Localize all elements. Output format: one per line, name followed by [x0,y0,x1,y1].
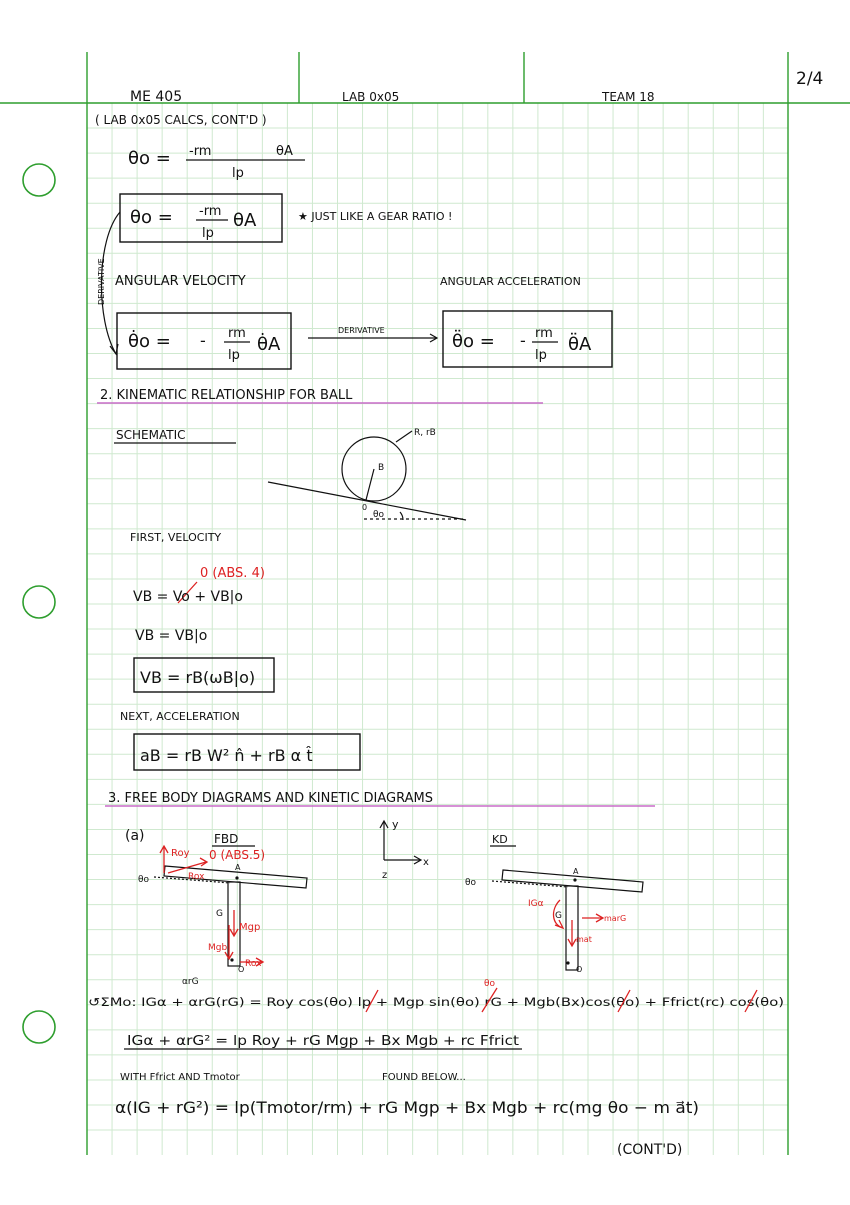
ball-center-label: B [378,463,385,473]
fbd-label: FBD [214,832,239,846]
header-course: ME 405 [130,89,183,105]
eq2-num: -rm [199,204,222,219]
with-note: WITH Ffrict AND Tmotor [120,1072,240,1083]
gear-ratio-note: ★ JUST LIKE A GEAR RATIO ! [298,210,453,223]
kd-label: KD [492,833,508,846]
angular-acceleration-label: ANGULAR ACCELERATION [440,275,581,288]
eq4-var: θ̈A [568,334,592,355]
kd-o: O [576,965,583,974]
kd-mat: mat [576,935,592,944]
eq1-var: θA [276,144,293,159]
header-lab: LAB 0x05 [342,90,400,104]
fbd-abs-note-5: 0 (ABS.5) [209,848,266,862]
page-number: 2/4 [796,69,824,89]
next-acceleration-label: NEXT, ACCELERATION [120,710,240,723]
continued-note: (CONT'D) [617,1142,683,1158]
velocity-eq-3: VB = rB(ωB|o) [140,668,256,687]
fbd-G: G [216,909,223,919]
axis-x-label: x [423,857,429,868]
velocity-eq-2: VB = VB|o [135,628,208,644]
axis-y-label: y [392,818,399,831]
eq3-var: θ̇A [257,334,281,355]
kd-A: A [573,867,579,876]
eq4-sign: - [520,331,526,350]
fbd-o: O [238,965,245,974]
fbd-theta: θo [138,875,150,885]
fbd-drawing [154,866,307,966]
schematic-label: SCHEMATIC [116,428,186,442]
found-below-note: FOUND BELOW... [382,1072,466,1083]
binder-hole [23,586,55,618]
kd-theta: θo [465,878,477,888]
fbd-mgb: Mgb [208,943,228,953]
moment-equation-2: IGα + αrG² = lp Roy + rG Mgp + Bx Mgb + rc Ffrict [127,1034,519,1049]
argn-label: αrG [182,977,199,987]
fbd-rox-top: Rox [188,872,205,882]
fbd-A: A [235,863,241,872]
moment-equation: ↺ΣMo: IGα + αrG(rG) = Roy cos(θo) lp + Mgp sin(θo) rG + Mgb(Bx)cos(θo) + Ffrict(rc) cos(θo) [88,995,784,1009]
kd-marg: marG [604,914,627,923]
ball-radius-label: R, rB [414,428,436,438]
intro-line: ( LAB 0x05 CALCS, CONT'D ) [95,113,267,127]
eq1-lhs: θo = [128,148,171,169]
eq3-num: rm [228,326,246,341]
fbd-mgp: Mgp [239,922,261,933]
binder-hole [23,1011,55,1043]
eq2-den: lp [202,226,214,241]
kd-G: G [555,911,562,921]
accel-eq: aB = rB W² n̂ + rB α t̂ [140,746,313,765]
derivative-arrow-label: DERIVATIVE [338,326,385,335]
header-team: TEAM 18 [602,90,655,104]
part-a-label: (a) [125,828,145,844]
eq3-lhs: θ̇o = [128,331,171,352]
eq1-num: -rm [189,144,212,159]
coordinate-axes [380,821,421,864]
section-2-heading: 2. KINEMATIC RELATIONSHIP FOR BALL [100,388,353,403]
binder-hole [23,164,55,196]
kd-ig-alpha: IGα [528,899,544,909]
contact-point-label: 0 [362,503,368,512]
fbd-roy: Roy [171,848,190,859]
final-equation: α(IG + rG²) = lp(Tmotor/rm) + rG Mgp + Bx Mgb + rc(mg θo − m a⃗t) [115,1098,699,1117]
eq4-num: rm [535,326,553,341]
angular-velocity-label: ANGULAR VELOCITY [115,274,246,289]
abs-note-4: 0 (ABS. 4) [200,566,265,581]
eq3-den: lp [228,348,240,363]
first-velocity-label: FIRST, VELOCITY [130,531,222,544]
eq3-sign: - [200,331,206,350]
fbd-rox-bottom: Rox [245,959,262,969]
theta-annotation: θo [484,979,496,989]
eq4-lhs: θ̈o = [452,331,495,352]
axis-z-label: z [382,870,388,881]
eq4-den: lp [535,348,547,363]
incline-angle-label: θo [373,510,385,520]
section-3-heading: 3. FREE BODY DIAGRAMS AND KINETIC DIAGRAMS [108,791,433,806]
derivative-side-label: DERIVATIVE [97,258,106,305]
eq2-var: θA [233,210,257,231]
velocity-eq-1: VB = Vo + VB|o [133,589,243,605]
eq1-den: lp [232,166,244,181]
eq2-lhs: θo = [130,207,173,228]
